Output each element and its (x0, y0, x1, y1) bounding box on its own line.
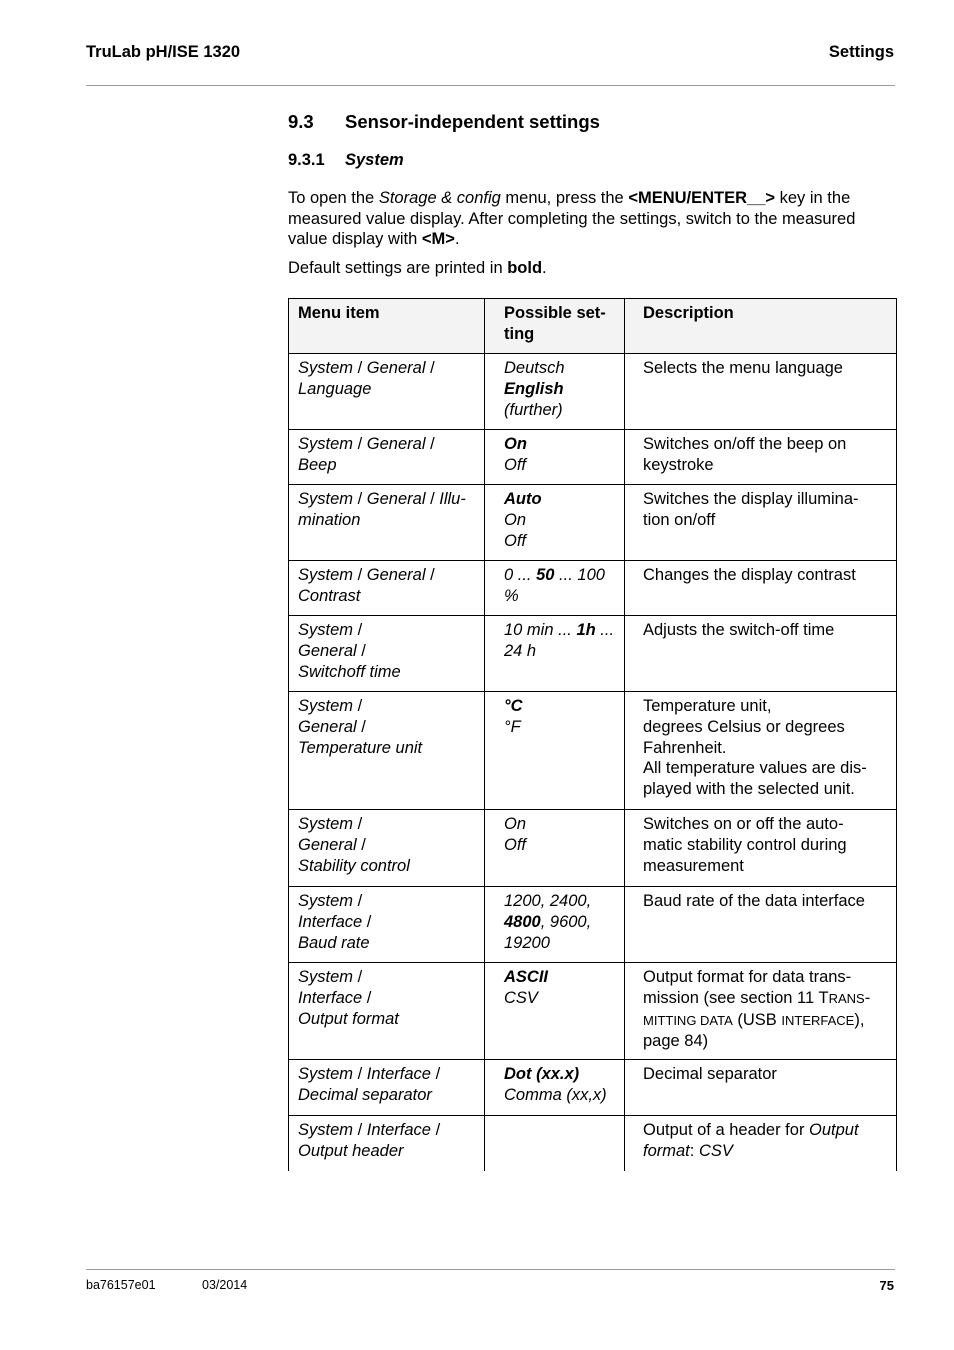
description-cell: Decimal separator (624, 1060, 897, 1115)
description-cell: Switches on or off the auto- matic stability control during measurement (624, 810, 897, 886)
text: / (356, 835, 366, 854)
text: 0 ... (504, 566, 537, 584)
text: 10 min ... (504, 621, 577, 639)
table-row (288, 615, 897, 691)
text: / (353, 697, 363, 715)
table-row (288, 429, 897, 484)
default-option: ASCII (504, 968, 549, 986)
text: Output of a header for (643, 1121, 810, 1139)
text: / (425, 435, 435, 453)
subsection-title: System (345, 151, 404, 169)
text: / (353, 1121, 367, 1139)
menu-item-cell (288, 810, 484, 886)
text: Beep (298, 455, 337, 474)
table-row (288, 560, 897, 615)
text: / (353, 359, 367, 377)
menu-item-cell (288, 887, 484, 962)
text: / (425, 359, 435, 377)
text: / (353, 490, 367, 508)
text: General (366, 566, 426, 584)
key-name: <MENU/ENTER__> (628, 189, 776, 207)
table-row (288, 353, 897, 429)
subsection-heading (288, 151, 404, 170)
running-header-chapter: Settings (828, 43, 894, 61)
option: On (504, 510, 527, 529)
menu-item-cell (288, 692, 484, 809)
option: On (504, 815, 527, 833)
text: Decimal separator (298, 1085, 432, 1104)
intro-paragraph (288, 188, 898, 250)
text: Output format (643, 1121, 859, 1160)
option: Off (504, 455, 527, 474)
text: Interface (298, 988, 363, 1007)
text: General (298, 835, 357, 854)
menu-item-cell (288, 561, 484, 615)
menu-item-cell: System / General / Illu- mination (288, 485, 484, 560)
text: Contrast (298, 586, 361, 605)
default-option: 4800 (504, 912, 541, 931)
default-note-paragraph (288, 258, 898, 279)
description-cell: Changes the display contrast (624, 561, 897, 615)
description-cell: Switches the display illumina- tion on/off (624, 485, 897, 560)
section-number: 9.3 (288, 111, 314, 132)
default-option: °C (504, 697, 523, 715)
text: System (298, 1065, 354, 1083)
description-cell (624, 1116, 897, 1171)
text: All temperature values are dis-played with the selected unit. (643, 759, 867, 799)
default-option: On (504, 435, 527, 453)
setting-cell (484, 561, 624, 615)
text: / (425, 490, 440, 508)
default-option: 50 (536, 566, 555, 584)
table-row (288, 484, 897, 560)
description-cell: Output format for data trans- mission (see section 11 TRANS- MITTING DATA (USB INTERFACE), page 84) (624, 963, 897, 1059)
text: Switchoff time (298, 662, 401, 681)
option: CSV (504, 988, 538, 1007)
text: Interface (366, 1065, 431, 1083)
description-cell: Baud rate of the data interface (624, 887, 897, 962)
table-row (288, 1115, 897, 1171)
text: / (353, 892, 363, 910)
setting-cell (484, 430, 624, 484)
text: / (353, 815, 363, 833)
table-row (288, 886, 897, 962)
text: . (454, 230, 460, 248)
option: Comma (xx,x) (504, 1085, 607, 1104)
settings-table (288, 298, 897, 1171)
footer-date: 03/2014 (202, 1278, 248, 1292)
footer-doc-number: ba76157e01 (86, 1278, 156, 1292)
text: / (356, 641, 366, 660)
text: Output format (298, 1009, 399, 1028)
page-number: 75 (879, 1278, 894, 1293)
text: / (356, 717, 366, 736)
setting-cell (484, 692, 624, 809)
text: General (366, 490, 426, 508)
text: / (425, 566, 435, 584)
text: ... 100 % (504, 566, 605, 605)
text: Baud rate (298, 933, 370, 952)
text: Temperature unit (298, 738, 423, 757)
text: Output header (298, 1141, 404, 1160)
text: : (689, 1141, 699, 1160)
option: Off (504, 835, 527, 854)
text: Interface (366, 1121, 431, 1139)
setting-cell (484, 485, 624, 560)
description-cell: Adjusts the switch-off time (624, 616, 897, 691)
text: , 9600, 19200 (504, 912, 592, 952)
default-option: Dot (xx.x) (504, 1065, 580, 1083)
text: To open the (288, 189, 379, 207)
table-header-row (288, 298, 897, 353)
default-option: Auto (504, 490, 542, 508)
col-header-possible-setting: Possible set- ting (484, 299, 624, 353)
text: Stability control (298, 856, 410, 875)
menu-item-cell (288, 1060, 484, 1115)
text: menu, press the (500, 189, 629, 207)
setting-cell (484, 1116, 624, 1171)
description-cell (624, 692, 897, 809)
menu-item-cell (288, 430, 484, 484)
text: System (298, 359, 354, 377)
description-cell: Switches on/off the beep on keystroke (624, 430, 897, 484)
text: / (431, 1065, 441, 1083)
text: System (298, 697, 354, 715)
menu-name: Storage & config (378, 189, 501, 207)
option: °F (504, 717, 521, 736)
header-divider (86, 85, 895, 86)
section-heading (288, 111, 600, 133)
table-row (288, 691, 897, 809)
text: System (298, 892, 354, 910)
default-option: English (504, 379, 564, 398)
col-header-description: Description (624, 299, 897, 353)
setting-cell (484, 616, 624, 691)
description-cell: Selects the menu language (624, 354, 897, 429)
setting-cell (484, 810, 624, 886)
table-row (288, 1059, 897, 1115)
text: General (366, 359, 426, 377)
text: 1200, 2400, (504, 892, 592, 910)
option: (further) (504, 400, 563, 419)
table-row (288, 962, 897, 1059)
text: System (298, 490, 354, 508)
col-header-menu-item: Menu item (288, 299, 484, 353)
text: General (298, 641, 357, 660)
setting-cell (484, 1060, 624, 1115)
text: / (431, 1121, 441, 1139)
menu-item-cell (288, 616, 484, 691)
text: General (298, 717, 357, 736)
option: Off (504, 531, 527, 550)
text: / (353, 435, 367, 453)
text: / (362, 988, 372, 1007)
setting-cell (484, 887, 624, 962)
bold-word: bold (507, 259, 543, 277)
section-title: Sensor-independent settings (345, 111, 600, 132)
text: / (353, 566, 367, 584)
menu-item-cell (288, 963, 484, 1059)
text: System (298, 566, 354, 584)
text: / (353, 1065, 367, 1083)
text: System (298, 1121, 354, 1139)
text: System (298, 815, 354, 833)
text: Temperature unit, (643, 697, 772, 715)
table-row (288, 809, 897, 886)
text: / (353, 621, 363, 639)
running-header-title: TruLab pH/ISE 1320 (86, 43, 241, 61)
text: CSV (698, 1141, 733, 1160)
text: . (542, 259, 547, 277)
default-option: 1h (576, 621, 596, 639)
text: / (353, 968, 363, 986)
text: System (298, 968, 354, 986)
text: key in the measured value display. After completing the settings, switch to the measured value display with (288, 189, 856, 248)
text: System (298, 435, 354, 453)
menu-item-cell (288, 354, 484, 429)
menu-item-cell (288, 1116, 484, 1171)
text: degrees Celsius or degrees Fahrenheit. (643, 717, 845, 757)
option: Deutsch (504, 359, 565, 377)
text: Default settings are printed in (288, 259, 508, 277)
footer-divider (86, 1269, 895, 1270)
setting-cell (484, 963, 624, 1059)
text: General (366, 435, 426, 453)
key-name: <M> (421, 230, 455, 248)
text: Language (298, 379, 372, 398)
setting-cell (484, 354, 624, 429)
text: Interface (298, 912, 363, 931)
text: / (362, 912, 372, 931)
text: System (298, 621, 354, 639)
text: ... 24 h (504, 621, 615, 660)
subsection-number: 9.3.1 (288, 151, 325, 169)
